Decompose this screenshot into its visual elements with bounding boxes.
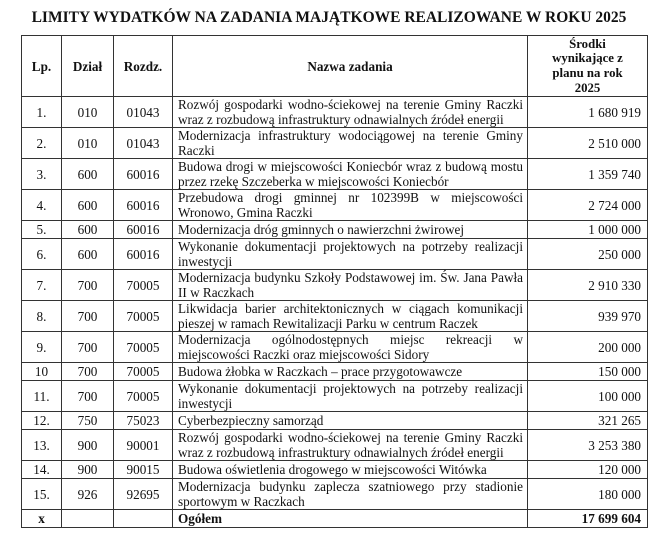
cell-rozdz: 01043	[114, 128, 173, 159]
cell-dzial: 700	[62, 381, 114, 412]
cell-kwota: 3 253 380	[528, 430, 648, 461]
header-rozdz: Rozdz.	[114, 36, 173, 97]
total-lp: x	[22, 510, 62, 528]
cell-rozdz: 70005	[114, 363, 173, 381]
cell-nazwa: Rozwój gospodarki wodno-ściekowej na terenie Gminy Raczki wraz z rozbudową infrastruktury odnawialnych źródeł energii	[173, 97, 528, 128]
expenditure-limits-table	[21, 35, 648, 528]
header-dzial: Dział	[62, 36, 114, 97]
cell-dzial: 900	[62, 430, 114, 461]
cell-dzial: 600	[62, 190, 114, 221]
table-row	[22, 97, 648, 128]
cell-kwota: 1 000 000	[528, 221, 648, 239]
cell-rozdz: 60016	[114, 239, 173, 270]
cell-dzial: 900	[62, 461, 114, 479]
cell-lp: 6.	[22, 239, 62, 270]
cell-dzial: 700	[62, 301, 114, 332]
cell-rozdz: 90015	[114, 461, 173, 479]
cell-nazwa: Budowa drogi w miejscowości Koniecbór wraz z budową mostu przez rzekę Szczeberka w miejscowości Koniecbór	[173, 159, 528, 190]
cell-lp: 4.	[22, 190, 62, 221]
cell-dzial: 700	[62, 363, 114, 381]
cell-lp: 9.	[22, 332, 62, 363]
cell-nazwa: Modernizacja infrastruktury wodociągowej na terenie Gminy Raczki	[173, 128, 528, 159]
table-row	[22, 461, 648, 479]
header-nazwa: Nazwa zadania	[173, 36, 528, 97]
cell-lp: 7.	[22, 270, 62, 301]
cell-nazwa: Likwidacja barier architektonicznych w ciągach komunikacji pieszej w ramach Rewitalizacji Parku w centrum Raczek	[173, 301, 528, 332]
table-body	[22, 97, 648, 528]
cell-dzial: 010	[62, 128, 114, 159]
cell-lp: 5.	[22, 221, 62, 239]
header-lp: Lp.	[22, 36, 62, 97]
cell-lp: 8.	[22, 301, 62, 332]
cell-lp: 1.	[22, 97, 62, 128]
total-dzial	[62, 510, 114, 528]
cell-lp: 13.	[22, 430, 62, 461]
table-row	[22, 412, 648, 430]
cell-kwota: 2 910 330	[528, 270, 648, 301]
cell-lp: 10	[22, 363, 62, 381]
table-row	[22, 479, 648, 510]
document-title: LIMITY WYDATKÓW NA ZADANIA MAJĄTKOWE REALIZOWANE W ROKU 2025	[31, 9, 627, 26]
cell-dzial: 600	[62, 159, 114, 190]
total-rozdz	[114, 510, 173, 528]
cell-nazwa: Rozwój gospodarki wodno-ściekowej na terenie Gminy Raczki wraz z rozbudową infrastruktury odnawialnych źródeł energii	[173, 430, 528, 461]
cell-kwota: 1 680 919	[528, 97, 648, 128]
table-row	[22, 190, 648, 221]
cell-nazwa: Budowa żłobka w Raczkach – prace przygotowawcze	[173, 363, 528, 381]
cell-dzial: 926	[62, 479, 114, 510]
cell-dzial: 700	[62, 332, 114, 363]
cell-nazwa: Modernizacja budynku zaplecza szatniowego przy stadionie sportowym w Raczkach	[173, 479, 528, 510]
cell-nazwa: Przebudowa drogi gminnej nr 102399B w miejscowości Wronowo, Gmina Raczki	[173, 190, 528, 221]
header-srodki	[528, 36, 648, 97]
cell-dzial: 700	[62, 270, 114, 301]
header-srodki-text: Środki wynikające z planu na rok 2025	[552, 36, 623, 95]
cell-lp: 14.	[22, 461, 62, 479]
table-row	[22, 430, 648, 461]
cell-nazwa: Wykonanie dokumentacji projektowych na potrzeby realizacji inwestycji	[173, 239, 528, 270]
cell-nazwa: Modernizacja dróg gminnych o nawierzchni żwirowej	[173, 221, 528, 239]
cell-rozdz: 60016	[114, 159, 173, 190]
header-row	[22, 36, 648, 97]
cell-rozdz: 70005	[114, 301, 173, 332]
cell-kwota: 2 510 000	[528, 128, 648, 159]
cell-kwota: 150 000	[528, 363, 648, 381]
cell-nazwa: Wykonanie dokumentacji projektowych na potrzeby realizacji inwestycji	[173, 381, 528, 412]
cell-rozdz: 60016	[114, 190, 173, 221]
cell-kwota: 250 000	[528, 239, 648, 270]
cell-nazwa: Budowa oświetlenia drogowego w miejscowości Witówka	[173, 461, 528, 479]
cell-kwota: 321 265	[528, 412, 648, 430]
cell-lp: 3.	[22, 159, 62, 190]
total-row	[22, 510, 648, 528]
cell-lp: 11.	[22, 381, 62, 412]
cell-rozdz: 70005	[114, 332, 173, 363]
cell-kwota: 100 000	[528, 381, 648, 412]
cell-dzial: 600	[62, 239, 114, 270]
cell-kwota: 939 970	[528, 301, 648, 332]
cell-kwota: 2 724 000	[528, 190, 648, 221]
table-row	[22, 381, 648, 412]
cell-rozdz: 70005	[114, 381, 173, 412]
cell-rozdz: 75023	[114, 412, 173, 430]
cell-rozdz: 01043	[114, 97, 173, 128]
cell-nazwa: Modernizacja budynku Szkoły Podstawowej im. Św. Jana Pawła II w Raczkach	[173, 270, 528, 301]
cell-rozdz: 60016	[114, 221, 173, 239]
table-row	[22, 270, 648, 301]
table-row	[22, 159, 648, 190]
cell-kwota: 1 359 740	[528, 159, 648, 190]
table-row	[22, 363, 648, 381]
cell-dzial: 750	[62, 412, 114, 430]
table-row	[22, 301, 648, 332]
cell-nazwa: Cyberbezpieczny samorząd	[173, 412, 528, 430]
table-row	[22, 239, 648, 270]
cell-lp: 12.	[22, 412, 62, 430]
table-row	[22, 128, 648, 159]
cell-rozdz: 70005	[114, 270, 173, 301]
cell-nazwa: Modernizacja ogólnodostępnych miejsc rekreacji w miejscowości Raczki oraz miejscowości Sidory	[173, 332, 528, 363]
cell-kwota: 200 000	[528, 332, 648, 363]
cell-rozdz: 90001	[114, 430, 173, 461]
total-amount: 17 699 604	[528, 510, 648, 528]
cell-dzial: 010	[62, 97, 114, 128]
cell-rozdz: 92695	[114, 479, 173, 510]
cell-kwota: 180 000	[528, 479, 648, 510]
cell-dzial: 600	[62, 221, 114, 239]
cell-kwota: 120 000	[528, 461, 648, 479]
cell-lp: 2.	[22, 128, 62, 159]
total-label: Ogółem	[173, 510, 528, 528]
table-row	[22, 332, 648, 363]
table-row	[22, 221, 648, 239]
cell-lp: 15.	[22, 479, 62, 510]
